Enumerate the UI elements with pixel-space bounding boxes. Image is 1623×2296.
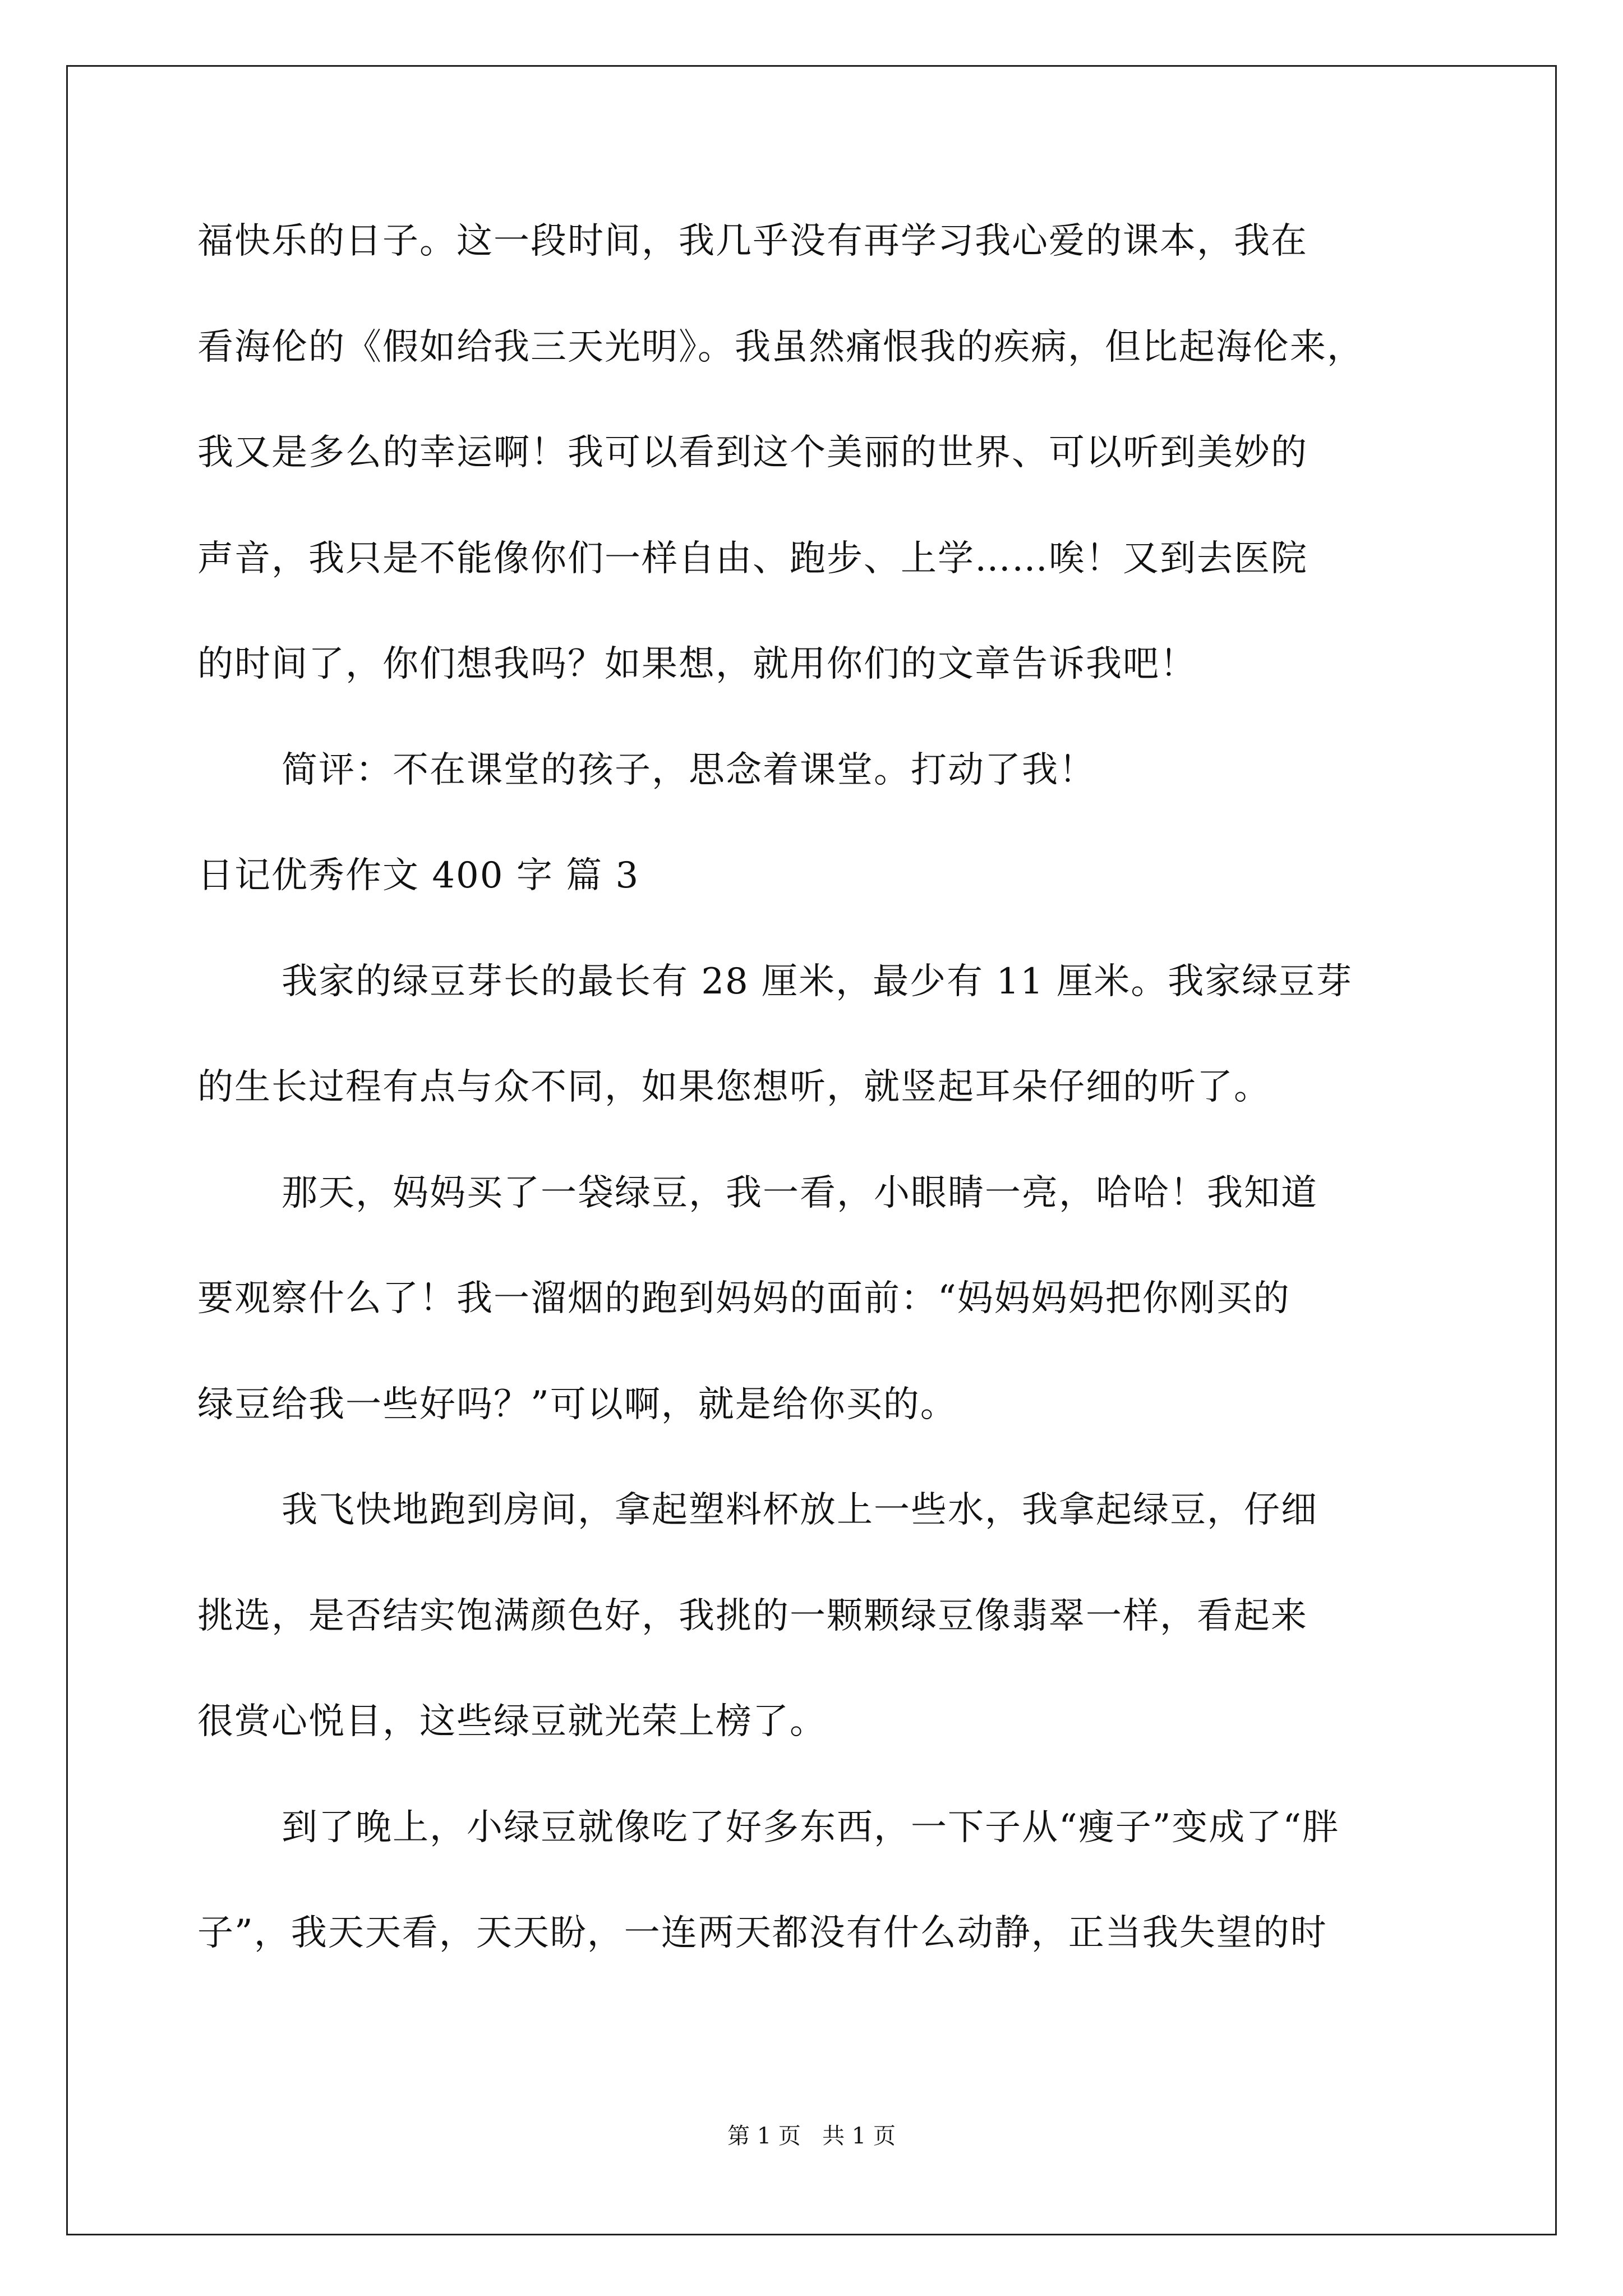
comment-line: 简评：不在课堂的孩子，思念着课堂。打动了我！ bbox=[282, 749, 1096, 791]
text-line: 声音，我只是不能像你们一样自由、跑步、上学……唉！又到去医院 bbox=[197, 537, 1308, 579]
document-body bbox=[197, 220, 1459, 2021]
section-heading: 日记优秀作文 400 字 篇 3 bbox=[197, 855, 640, 896]
text-line: 子”，我天天看，天天盼，一连两天都没有什么动静，正当我失望的时 bbox=[197, 1912, 1327, 1954]
text-line: 要观察什么了！我一溜烟的跑到妈妈的面前：“妈妈妈妈把你刚买的 bbox=[197, 1278, 1290, 1319]
text-line: 绿豆给我一些好吗？”可以啊，就是给你买的。 bbox=[197, 1383, 957, 1425]
paragraph-start-line: 那天，妈妈买了一袋绿豆，我一看，小眼睛一亮，哈哈！我知道 bbox=[282, 1172, 1318, 1214]
text-line: 的时间了，你们想我吗？如果想，就用你们的文章告诉我吧！ bbox=[197, 643, 1197, 685]
text-line: 看海伦的《假如给我三天光明》。我虽然痛恨我的疾病，但比起海伦来， bbox=[197, 326, 1364, 368]
text-line: 福快乐的日子。这一段时间，我几乎没有再学习我心爱的课本，我在 bbox=[197, 220, 1308, 262]
page-number-footer: 第 1 页 共 1 页 bbox=[727, 2123, 896, 2149]
paragraph-start-line: 到了晚上，小绿豆就像吃了好多东西，一下子从“瘦子”变成了“胖 bbox=[282, 1806, 1340, 1848]
paragraph-start-line: 我家的绿豆芽长的最长有 28 厘米，最少有 11 厘米。我家绿豆芽 bbox=[282, 960, 1353, 1002]
paragraph-start-line: 我飞快地跑到房间，拿起塑料杯放上一些水，我拿起绿豆，仔细 bbox=[282, 1489, 1318, 1531]
text-line: 的生长过程有点与众不同，如果您想听，就竖起耳朵仔细的听了。 bbox=[197, 1066, 1271, 1108]
text-line: 挑选，是否结实饱满颜色好，我挑的一颗颗绿豆像翡翠一样，看起来 bbox=[197, 1595, 1308, 1637]
text-line: 我又是多么的幸运啊！我可以看到这个美丽的世界、可以听到美妙的 bbox=[197, 432, 1308, 473]
text-line: 很赏心悦目，这些绿豆就光荣上榜了。 bbox=[197, 1701, 827, 1742]
